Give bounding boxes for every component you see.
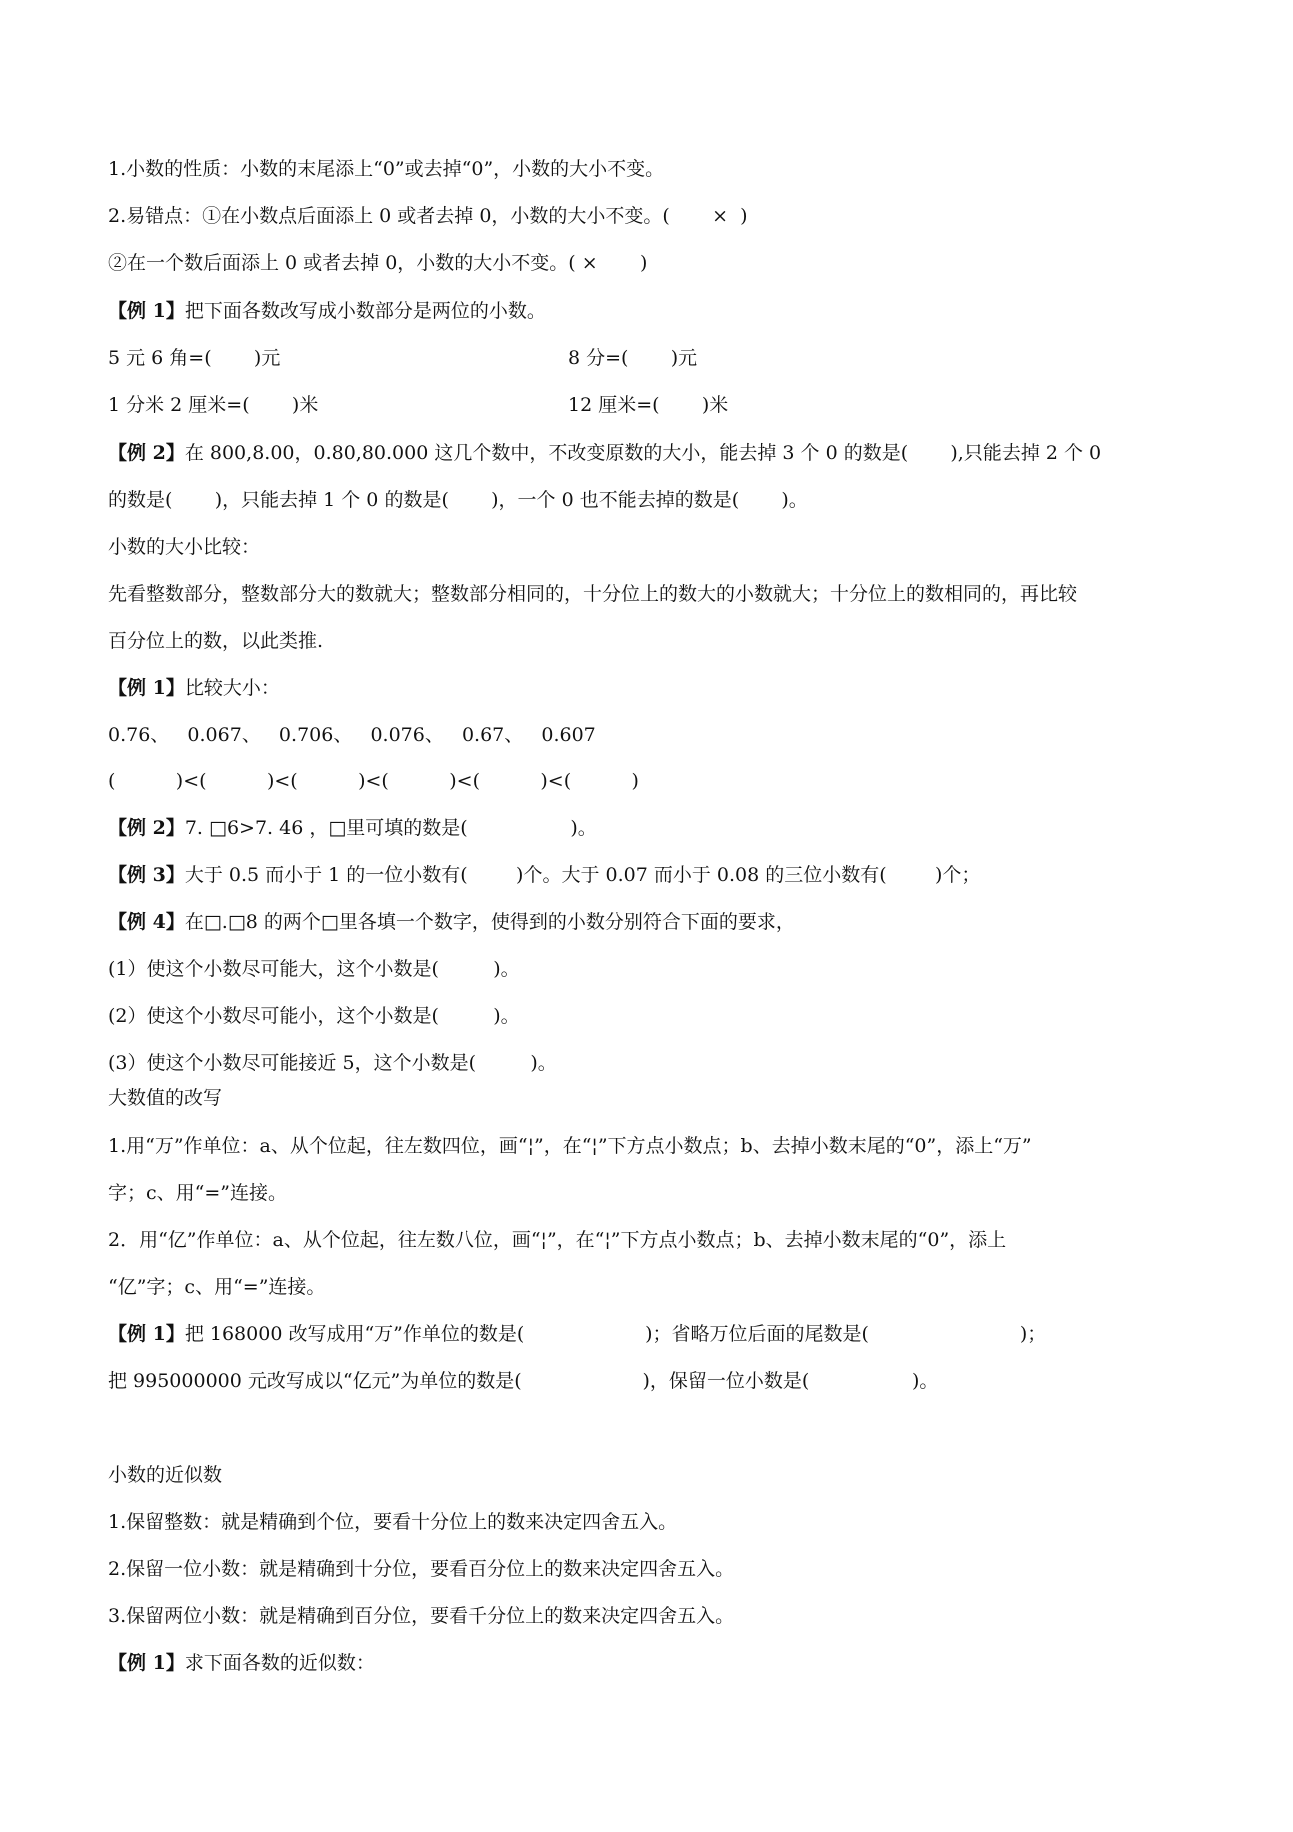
example-2-zeros: [108, 440, 1101, 466]
example-2-zeros-cont: 的数是( )，只能去掉 1 个 0 的数是( )，一个 0 也不能去掉的数是( )。: [108, 489, 808, 511]
example-4-digits: [108, 909, 795, 935]
example-1-compare: [108, 675, 280, 701]
example-label: 【例 2】: [108, 442, 185, 464]
example-label: 【例 1】: [108, 677, 185, 699]
example-1-rewrite: [108, 1321, 1046, 1347]
compare-rule-line-1: 先看整数部分，整数部分大的数就大；整数部分相同的，十分位上的数大的小数就大；十分位上的数相同的，再比较: [108, 583, 1078, 605]
approx-rule-2: 2.保留一位小数：就是精确到十分位，要看百分位上的数来决定四舍五入。: [108, 1558, 735, 1580]
example-2-box: [108, 815, 597, 841]
example-label: 【例 3】: [108, 864, 185, 886]
example-text: 7. □6>7. 46 ，□里可填的数是( )。: [184, 817, 597, 839]
example-text: 求下面各数的近似数：: [184, 1652, 375, 1674]
example-text: 比较大小：: [184, 677, 280, 699]
section-heading-large-numbers: 大数值的改写: [108, 1087, 223, 1109]
requirement-1: (1）使这个小数尽可能大，这个小数是( )。: [108, 958, 520, 980]
example-3-count: [108, 862, 980, 888]
wan-rule-line-2: 字；c、用“=”连接。: [108, 1182, 287, 1204]
compare-numbers: 0.76、 0.067、 0.706、 0.076、 0.67、 0.607: [108, 724, 596, 746]
example-1-convert: [108, 298, 546, 324]
requirement-2: (2）使这个小数尽可能小，这个小数是( )。: [108, 1005, 520, 1027]
example-text: 把下面各数改写成小数部分是两位的小数。: [184, 300, 546, 322]
section-heading-approx: 小数的近似数: [108, 1464, 223, 1486]
example-label: 【例 2】: [108, 817, 185, 839]
example-label: 【例 1】: [108, 1652, 185, 1674]
approx-rule-1: 1.保留整数：就是精确到个位，要看十分位上的数来决定四舍五入。: [108, 1511, 678, 1533]
approx-rule-3: 3.保留两位小数：就是精确到百分位，要看千分位上的数来决定四舍五入。: [108, 1605, 735, 1627]
example-text: 在□.□8 的两个□里各填一个数字，使得到的小数分别符合下面的要求，: [184, 911, 795, 933]
yi-rule-line-1: 2．用“亿”作单位：a、从个位起，往左数八位，画“¦”，在“¦”下方点小数点；b、去掉小数末尾的“0”，添上: [108, 1229, 1007, 1251]
example-label: 【例 1】: [108, 1323, 185, 1345]
compare-blanks: ( )<( )<( )<( )<( )<( ): [108, 770, 639, 792]
decimal-property-line: 1.小数的性质：小数的末尾添上“0”或去掉“0”，小数的大小不变。: [108, 158, 665, 180]
example-text: 在 800,8.00，0.80,80.000 这几个数中，不改变原数的大小，能去掉 3 个 0 的数是( ),只能去掉 2 个 0: [184, 442, 1102, 464]
example-1-approx: [108, 1650, 375, 1676]
error-point-line-2: ②在一个数后面添上 0 或者去掉 0，小数的大小不变。( × ): [108, 252, 648, 274]
requirement-3: (3）使这个小数尽可能接近 5，这个小数是( )。: [108, 1052, 557, 1074]
fill-blank-fenmi: 1 分米 2 厘米=( )米: [108, 394, 319, 416]
error-point-line-1: 2.易错点：①在小数点后面添上 0 或者去掉 0，小数的大小不变。( × ): [108, 205, 748, 227]
yi-rule-line-2: “亿”字；c、用“=”连接。: [108, 1276, 326, 1298]
example-label: 【例 1】: [108, 300, 185, 322]
example-text: 大于 0.5 而小于 1 的一位小数有( )个。大于 0.07 而小于 0.08 的三位小数有( )个；: [184, 864, 981, 886]
fill-blank-fen: 8 分=( )元: [568, 347, 698, 369]
fill-blank-limi: 12 厘米=( )米: [568, 394, 729, 416]
wan-rule-line-1: 1.用“万”作单位：a、从个位起，往左数四位，画“¦”，在“¦”下方点小数点；b、去掉小数末尾的“0”，添上“万”: [108, 1135, 1032, 1157]
section-heading-compare: 小数的大小比较：: [108, 536, 261, 558]
example-text: 把 168000 改写成用“万”作单位的数是( )；省略万位后面的尾数是( )；: [184, 1323, 1047, 1345]
compare-rule-line-2: 百分位上的数，以此类推.: [108, 630, 324, 652]
fill-blank-yuan: 5 元 6 角=( )元: [108, 347, 281, 369]
rewrite-yi-line: 把 995000000 元改写成以“亿元”为单位的数是( )，保留一位小数是( )。: [108, 1370, 939, 1392]
example-label: 【例 4】: [108, 911, 185, 933]
